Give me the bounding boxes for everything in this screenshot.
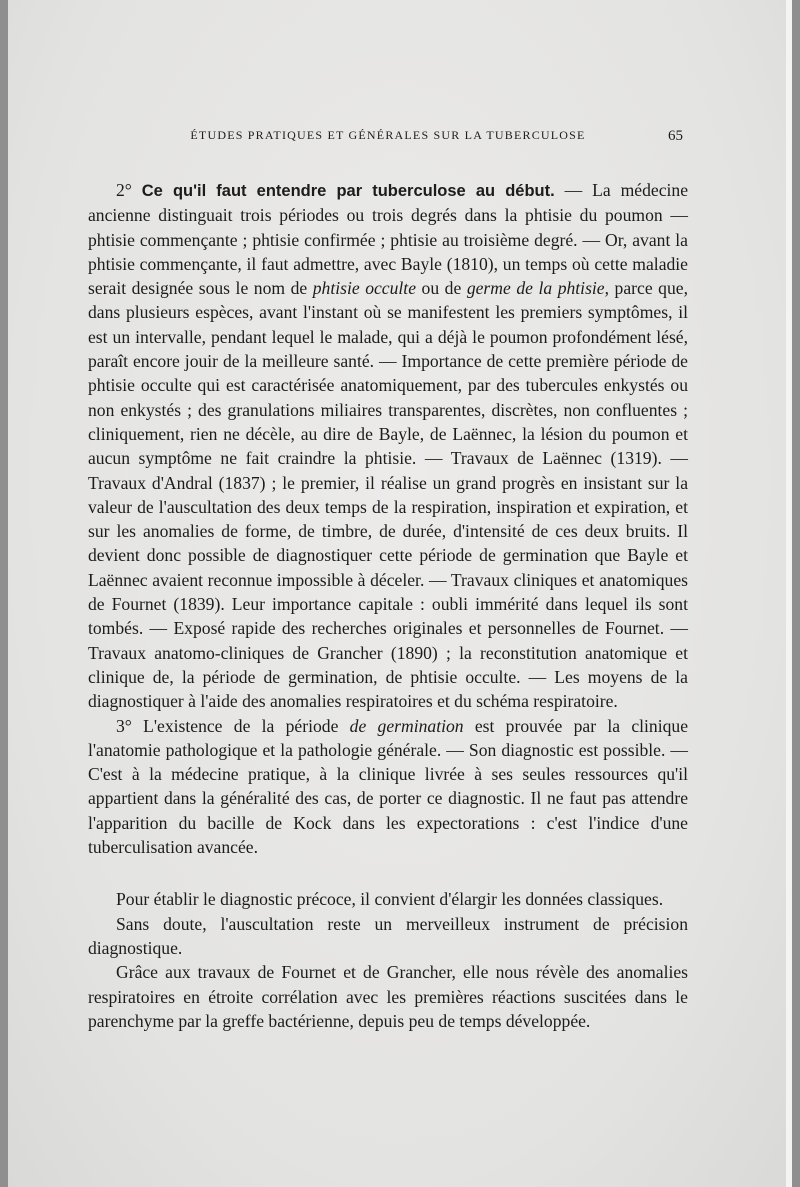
body-paragraph: Pour établir le diagnostic précoce, il convient d'élargir les données classiques. — [116, 889, 664, 910]
section-2-paragraph — [88, 178, 688, 714]
book-page — [8, 0, 792, 1187]
body-paragraph: Grâce aux travaux de Fournet et de Grancher, elle nous révèle des anomalies respiratoires en étroite corrélation avec les premières réactions suscitées dans le parenchyme par la greffe bactérienne, depuis peu de temps développée. — [88, 962, 688, 1031]
section-2-italic-a: phtisie occulte — [312, 278, 416, 299]
section-2-heading: Ce qu'il faut entendre par tuberculose au début. — [141, 182, 555, 200]
section-3-text-a: L'existence de la période — [131, 715, 350, 736]
running-title: ÉTUDES PRATIQUES ET GÉNÉRALES SUR LA TUBERCULOSE — [190, 128, 586, 142]
section-2-text-b: ou de — [416, 278, 467, 299]
section-3-text-b: est prouvée par la clinique l'anatomie pathologique et la pathologie générale. — Son diagnostic est possible. — C'est à la médecine pratique, à la clinique livrée à ses seules ressources qu'il appartient dans la généralité des cas, de porter ce diagnostic. Il ne faut pas attendre l'apparition du bacille de Kock dans les expectorations : c'est l'indice d'une tuberculisation avancée. — [88, 715, 689, 858]
paragraph-gap — [88, 859, 688, 887]
page-edge — [786, 0, 792, 1187]
section-2-italic-b: germe de la phtisie — [466, 278, 605, 299]
body-paragraph: Sans doute, l'auscultation reste un merveilleux instrument de précision diagnostique. — [88, 913, 688, 958]
page-number: 65 — [668, 128, 683, 144]
body-text — [88, 178, 688, 1033]
section-3-paragraph — [88, 714, 688, 860]
section-3-number: 3° — [116, 715, 132, 736]
section-2-text-c: , parce que, dans plusieurs espèces, avant l'instant où se manifestent les premiers symptômes, il est un intervalle, pendant lequel le malade, qui a déjà le poumon profondément lésé, paraît encore jouir de la meilleure santé. — Importance de cette première période de phtisie occulte qui est caractérisée anatomiquement, par des tubercules enkystés ou non enkystés ; des granulations miliaires transparentes, discrètes, non confluentes ; cliniquement, rien ne décèle, au dire de Bayle, de Laënnec, la lésion du poumon et aucun symptôme ne fait craindre la phtisie. — Travaux de Laënnec (1319). — Travaux d'Andral (1837) ; le premier, il réalise un grand progrès en insistant sur la valeur de l'auscultation des deux temps de la respiration, inspiration et expiration, et sur les anomalies de forme, de timbre, de durée, d'intensité de ces deux bruits. Il devient donc possible de diagnostiquer cette période de germination que Bayle et Laënnec avaient reconnue impossible à déceler. — Travaux cliniques et anatomiques de Fournet (1839). Leur importance capitale : oubli immérité dans lequel ils sont tombés. — Exposé rapide des recherches originales et personnelles de Fournet. — Travaux anatomo-cliniques de Grancher (1890) ; la reconstitution anatomique et clinique de, la période de germination, de phtisie occulte. — Les moyens de la diagnostiquer à l'aide des anomalies respiratoires et du schéma respiratoire. — [88, 278, 688, 712]
section-2-text-a: — La médecine ancienne distinguait trois périodes ou trois degrés dans la phtisie du poumon — phtisie commençante ; phtisie confirmée ; phtisie au troisième degré. — Or, avant la phtisie commençante, il faut admettre, avec Bayle (1810), un temps où cette maladie serait designée sous le nom de — [88, 180, 689, 299]
section-3-italic-a: de germination — [349, 715, 464, 736]
section-2-number: 2° — [116, 180, 132, 200]
